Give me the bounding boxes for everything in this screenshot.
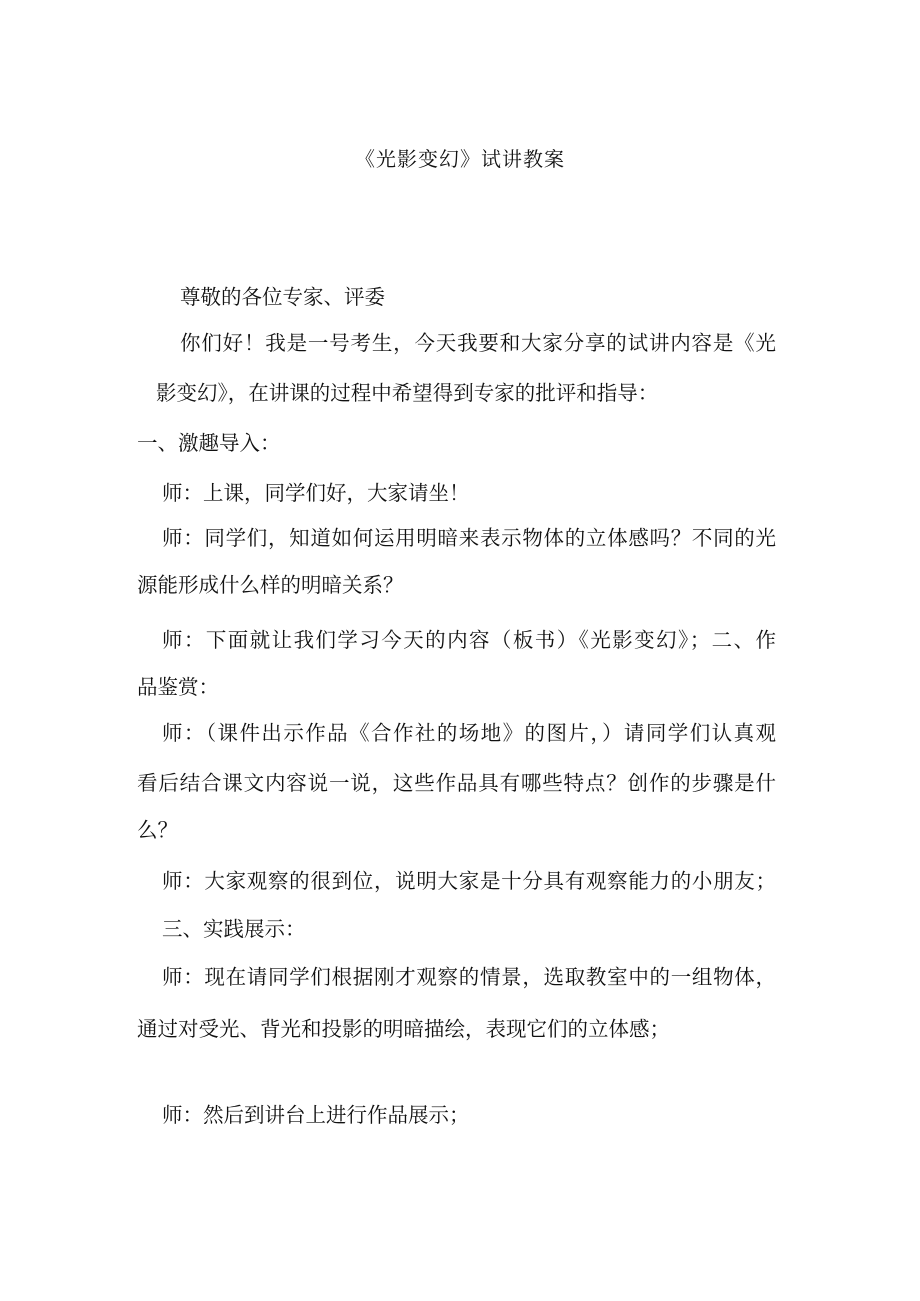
paragraph-line: 师：然后到讲台上进行作品展示； [162, 1103, 470, 1127]
paragraph-line: 你们好！我是一号考生，今天我要和大家分享的试讲内容是《光 [180, 331, 776, 355]
section-heading: 三、实践展示： [162, 917, 306, 941]
salutation-line: 尊敬的各位专家、评委 [180, 285, 385, 309]
paragraph-line: 师：同学们，知道如何运用明暗来表示物体的立体感吗？不同的光 [162, 526, 776, 550]
paragraph-line: 么？ [137, 818, 178, 842]
paragraph-line: 源能形成什么样的明暗关系？ [137, 573, 404, 597]
section-heading: 一、激趣导入： [137, 431, 281, 455]
document-title: 《光影变幻》试讲教案 [355, 147, 565, 171]
paragraph-line: 师：下面就让我们学习今天的内容（板书）《光影变幻》；二、作 [162, 628, 776, 652]
paragraph-line: 师：（课件出示作品《合作社的场地》的图片，）请同学们认真观 [162, 721, 776, 745]
paragraph-line: 师：上课，同学们好，大家请坐！ [162, 481, 470, 505]
paragraph-line: 通过对受光、背光和投影的明暗描绘，表现它们的立体感； [137, 1017, 670, 1041]
paragraph-line: 影变幻》，在讲课的过程中希望得到专家的批评和指导： [156, 381, 659, 405]
paragraph-line: 师：大家观察的很到位，说明大家是十分具有观察能力的小朋友； [162, 869, 776, 893]
paragraph-line: 看后结合课文内容说一说，这些作品具有哪些特点？创作的步骤是什 [137, 771, 776, 795]
section-heading: 品鉴赏： [137, 675, 219, 699]
paragraph-line: 师：现在请同学们根据刚才观察的情景，选取教室中的一组物体， [162, 965, 776, 989]
